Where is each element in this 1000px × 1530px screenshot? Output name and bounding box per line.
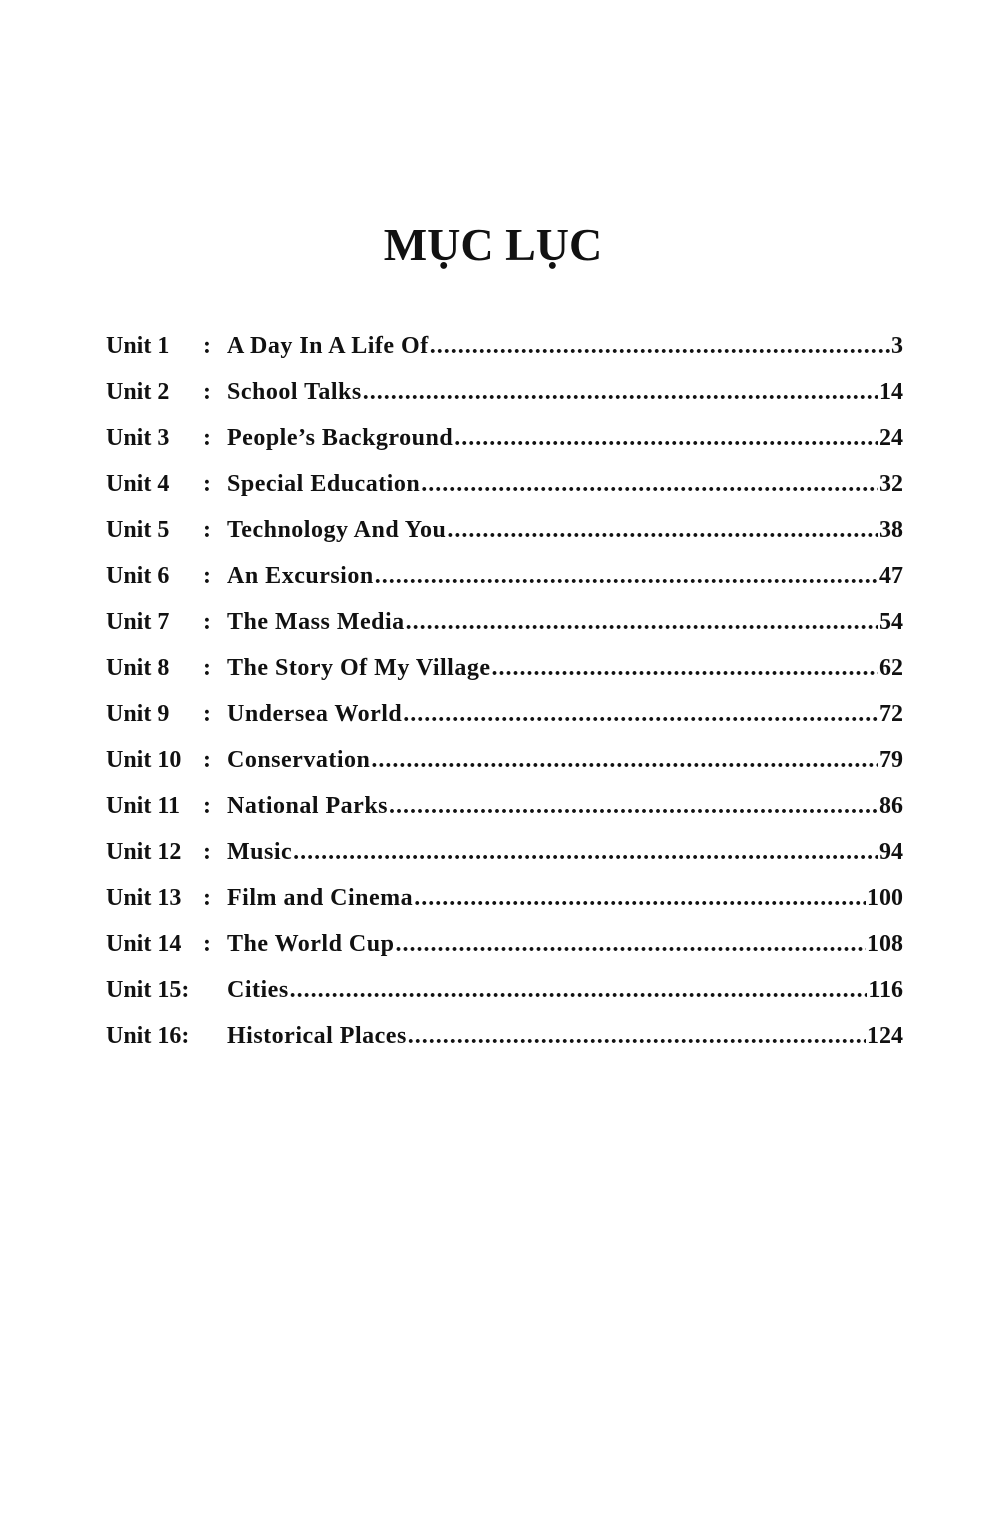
toc-entry (106, 977, 903, 1023)
dot-leader (290, 977, 868, 1004)
separator: : (203, 425, 211, 451)
unit-topic: Conservation (227, 747, 371, 773)
page-number: 32 (879, 471, 903, 497)
toc-entry (106, 747, 903, 793)
dot-leader (371, 747, 878, 774)
unit-label: Unit 3 (106, 425, 170, 451)
page-number: 94 (879, 839, 903, 865)
dot-leader (408, 1023, 866, 1050)
dot-leader (375, 563, 878, 590)
unit-label: Unit 8 (106, 655, 170, 681)
table-of-contents (106, 333, 903, 1069)
toc-entry (106, 885, 903, 931)
unit-label: Unit 13 (106, 885, 182, 911)
toc-entry (106, 563, 903, 609)
page-number: 86 (879, 793, 903, 819)
unit-topic: Music (227, 839, 293, 865)
dot-leader (293, 839, 878, 866)
dot-leader (389, 793, 878, 820)
separator: : (203, 563, 211, 589)
dot-leader (454, 425, 878, 452)
unit-topic: An Excursion (227, 563, 374, 589)
dot-leader (403, 701, 878, 728)
dot-leader (447, 517, 878, 544)
separator: : (203, 747, 211, 773)
unit-topic: People’s Background (227, 425, 454, 451)
toc-entry (106, 793, 903, 839)
unit-label: Unit 14 (106, 931, 182, 957)
page-number: 38 (879, 517, 903, 543)
unit-topic: Technology And You (227, 517, 447, 543)
dot-leader (363, 379, 878, 406)
page-number: 108 (867, 931, 903, 957)
dot-leader (430, 333, 890, 360)
toc-entry (106, 425, 903, 471)
page-number: 100 (867, 885, 903, 911)
dot-leader (395, 931, 866, 958)
page-number: 24 (879, 425, 903, 451)
unit-label: Unit 6 (106, 563, 170, 589)
unit-label: Unit 1 (106, 333, 170, 359)
separator: : (203, 471, 211, 497)
page-number: 79 (879, 747, 903, 773)
separator: : (203, 793, 211, 819)
page-number: 116 (868, 977, 903, 1003)
unit-topic: National Parks (227, 793, 389, 819)
toc-entry (106, 839, 903, 885)
unit-label: Unit 5 (106, 517, 170, 543)
unit-topic: A Day In A Life Of (227, 333, 429, 359)
unit-label: Unit 10 (106, 747, 182, 773)
page-number: 72 (879, 701, 903, 727)
unit-label: Unit 4 (106, 471, 170, 497)
toc-entry (106, 333, 903, 379)
toc-entry (106, 701, 903, 747)
separator: : (203, 885, 211, 911)
unit-topic: School Talks (227, 379, 362, 405)
unit-label: Unit 7 (106, 609, 170, 635)
toc-entry (106, 517, 903, 563)
separator: : (203, 655, 211, 681)
separator: : (203, 517, 211, 543)
separator: : (203, 839, 211, 865)
unit-topic: The Mass Media (227, 609, 405, 635)
unit-label: Unit 15: (106, 977, 190, 1003)
unit-label: Unit 2 (106, 379, 170, 405)
separator: : (203, 931, 211, 957)
page-number: 124 (867, 1023, 903, 1049)
unit-topic: Historical Places (227, 1023, 407, 1049)
page-number: 14 (879, 379, 903, 405)
toc-entry (106, 609, 903, 655)
toc-entry (106, 655, 903, 701)
page-number: 54 (879, 609, 903, 635)
unit-label: Unit 9 (106, 701, 170, 727)
separator: : (203, 609, 211, 635)
unit-topic: The Story Of My Village (227, 655, 491, 681)
unit-topic: Special Education (227, 471, 421, 497)
toc-entry (106, 931, 903, 977)
toc-entry (106, 379, 903, 425)
page-number: 3 (891, 333, 903, 359)
toc-entry (106, 1023, 903, 1069)
unit-topic: Cities (227, 977, 289, 1003)
unit-topic: Film and Cinema (227, 885, 414, 911)
unit-topic: The World Cup (227, 931, 395, 957)
dot-leader (491, 655, 878, 682)
unit-topic: Undersea World (227, 701, 403, 727)
page-title: MỤC LỤC (383, 219, 603, 270)
dot-leader (414, 885, 866, 912)
unit-label: Unit 12 (106, 839, 182, 865)
unit-label: Unit 16: (106, 1023, 190, 1049)
separator: : (203, 379, 211, 405)
separator: : (203, 333, 211, 359)
unit-label: Unit 11 (106, 793, 181, 819)
separator: : (203, 701, 211, 727)
dot-leader (406, 609, 878, 636)
toc-entry (106, 471, 903, 517)
page-number: 62 (879, 655, 903, 681)
page-number: 47 (879, 563, 903, 589)
dot-leader (421, 471, 878, 498)
